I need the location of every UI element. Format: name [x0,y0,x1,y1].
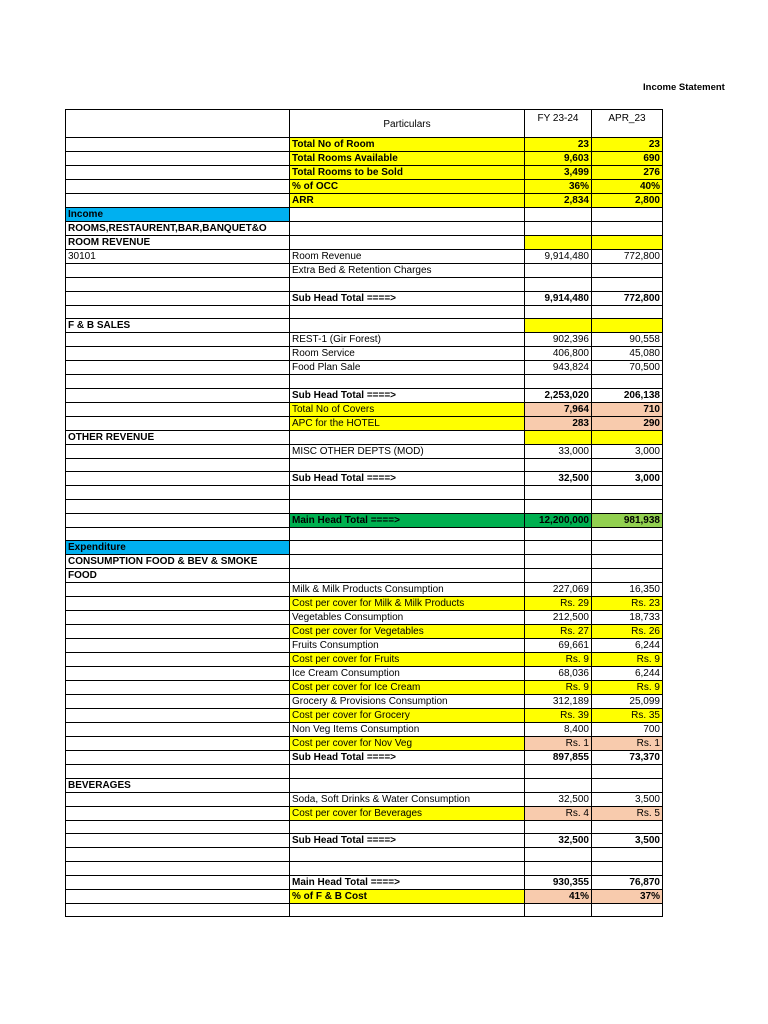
cell-fy-23-24[interactable]: 9,914,480 [525,250,592,264]
cell-fy-23-24[interactable] [525,541,592,555]
sheet-title: Income Statement [643,82,725,93]
cell-apr-23[interactable] [592,903,663,917]
cell-apr-23[interactable]: 90,558 [592,333,663,347]
cell-apr-23[interactable]: 700 [592,723,663,737]
cell-fy-23-24[interactable]: Rs. 39 [525,709,592,723]
table-row [66,611,663,625]
cell-fy-23-24[interactable] [525,555,592,569]
cell-particulars[interactable]: Cost per cover for Vegetables [290,625,525,639]
cell-account[interactable] [66,305,290,319]
cell-particulars[interactable] [290,778,525,792]
table-row [66,751,663,765]
table-row [66,597,663,611]
cell-apr-23[interactable] [592,319,663,333]
cell-apr-23[interactable] [592,236,663,250]
cell-account[interactable]: CONSUMPTION FOOD & BEV & SMOKE [66,555,290,569]
cell-apr-23[interactable]: 206,138 [592,388,663,402]
cell-particulars[interactable] [290,861,525,875]
cell-fy-23-24[interactable] [525,778,592,792]
cell-particulars[interactable]: Cost per cover for Grocery [290,709,525,723]
cell-account[interactable]: FOOD [66,569,290,583]
cell-fy-23-24[interactable]: 9,914,480 [525,291,592,305]
cell-apr-23[interactable] [592,555,663,569]
cell-account[interactable] [66,848,290,862]
table-row [66,264,663,278]
table-row [66,695,663,709]
table-row [66,875,663,889]
cell-account[interactable] [66,737,290,751]
cell-apr-23[interactable]: 772,800 [592,291,663,305]
cell-particulars[interactable]: REST-1 (Gir Forest) [290,333,525,347]
cell-account[interactable] [66,138,290,152]
table-row [66,305,663,319]
cell-particulars[interactable] [290,541,525,555]
cell-account[interactable] [66,388,290,402]
table-row [66,236,663,250]
cell-account[interactable] [66,889,290,903]
cell-fy-23-24[interactable]: 943,824 [525,361,592,375]
cell-account[interactable]: ROOM REVENUE [66,236,290,250]
cell-fy-23-24[interactable]: 23 [525,138,592,152]
cell-fy-23-24[interactable]: 2,834 [525,194,592,208]
cell-apr-23[interactable]: 690 [592,152,663,166]
cell-apr-23[interactable] [592,778,663,792]
cell-fy-23-24[interactable]: 3,499 [525,166,592,180]
cell-apr-23[interactable]: 3,500 [592,834,663,848]
cell-account[interactable] [66,639,290,653]
cell-apr-23[interactable]: Rs. 9 [592,681,663,695]
cell-particulars[interactable]: Main Head Total ====> [290,875,525,889]
table-row [66,152,663,166]
table-row [66,667,663,681]
cell-particulars[interactable] [290,208,525,222]
cell-particulars[interactable] [290,848,525,862]
cell-fy-23-24[interactable]: 902,396 [525,333,592,347]
table-row [66,444,663,458]
cell-account[interactable] [66,347,290,361]
cell-account[interactable]: ROOMS,RESTAURENT,BAR,BANQUET&O [66,222,290,236]
header-particulars[interactable]: Particulars [290,110,525,138]
cell-apr-23[interactable] [592,820,663,834]
table-row [66,180,663,194]
cell-fy-23-24[interactable] [525,375,592,389]
cell-account[interactable] [66,402,290,416]
cell-account[interactable] [66,527,290,541]
cell-particulars[interactable] [290,222,525,236]
cell-fy-23-24[interactable]: 930,355 [525,875,592,889]
header-blank-cell[interactable] [66,110,290,138]
cell-account[interactable] [66,152,290,166]
table-row [66,527,663,541]
cell-particulars[interactable]: Vegetables Consumption [290,611,525,625]
cell-fy-23-24[interactable] [525,861,592,875]
cell-apr-23[interactable] [592,499,663,513]
cell-apr-23[interactable]: 45,080 [592,347,663,361]
cell-particulars[interactable] [290,305,525,319]
table-row [66,792,663,806]
cell-apr-23[interactable]: 981,938 [592,513,663,527]
cell-particulars[interactable]: Room Service [290,347,525,361]
cell-fy-23-24[interactable]: Rs. 9 [525,653,592,667]
cell-particulars[interactable] [290,430,525,444]
table-row [66,278,663,292]
cell-fy-23-24[interactable]: 212,500 [525,611,592,625]
table-row [66,208,663,222]
cell-fy-23-24[interactable]: 69,661 [525,639,592,653]
cell-account[interactable] [66,667,290,681]
cell-apr-23[interactable]: 25,099 [592,695,663,709]
table-row [66,583,663,597]
cell-particulars[interactable]: Ice Cream Consumption [290,667,525,681]
cell-account[interactable] [66,875,290,889]
cell-fy-23-24[interactable]: 8,400 [525,723,592,737]
cell-apr-23[interactable]: 70,500 [592,361,663,375]
table-row [66,555,663,569]
cell-particulars[interactable]: Total Rooms to be Sold [290,166,525,180]
cell-particulars[interactable]: Total No of Covers [290,402,525,416]
table-row [66,402,663,416]
cell-apr-23[interactable] [592,861,663,875]
cell-fy-23-24[interactable]: 12,200,000 [525,513,592,527]
cell-fy-23-24[interactable] [525,305,592,319]
cell-fy-23-24[interactable]: 897,855 [525,751,592,765]
cell-particulars[interactable]: Sub Head Total ====> [290,834,525,848]
cell-fy-23-24[interactable]: 32,500 [525,834,592,848]
cell-fy-23-24[interactable]: 7,964 [525,402,592,416]
cell-apr-23[interactable] [592,278,663,292]
cell-particulars[interactable]: Sub Head Total ====> [290,291,525,305]
cell-fy-23-24[interactable] [525,458,592,472]
cell-account[interactable] [66,681,290,695]
table-row [66,194,663,208]
cell-fy-23-24[interactable] [525,820,592,834]
cell-account[interactable] [66,166,290,180]
cell-fy-23-24[interactable]: 9,603 [525,152,592,166]
cell-particulars[interactable]: Main Head Total ====> [290,513,525,527]
cell-apr-23[interactable] [592,569,663,583]
table-row [66,848,663,862]
header-fy-23-24[interactable]: FY 23-24 [525,110,592,138]
cell-apr-23[interactable]: 40% [592,180,663,194]
table-row [66,430,663,444]
cell-particulars[interactable]: MISC OTHER DEPTS (MOD) [290,444,525,458]
cell-account[interactable] [66,861,290,875]
cell-account[interactable] [66,375,290,389]
cell-particulars[interactable] [290,319,525,333]
cell-apr-23[interactable]: 3,000 [592,472,663,486]
cell-account[interactable] [66,653,290,667]
cell-particulars[interactable]: % of OCC [290,180,525,194]
cell-account[interactable] [66,444,290,458]
cell-particulars[interactable]: Food Plan Sale [290,361,525,375]
cell-account[interactable] [66,486,290,500]
cell-particulars[interactable] [290,236,525,250]
cell-fy-23-24[interactable]: 32,500 [525,792,592,806]
cell-fy-23-24[interactable]: 312,189 [525,695,592,709]
cell-fy-23-24[interactable] [525,430,592,444]
table-row [66,513,663,527]
cell-fy-23-24[interactable]: 406,800 [525,347,592,361]
cell-apr-23[interactable]: 18,733 [592,611,663,625]
cell-fy-23-24[interactable] [525,236,592,250]
cell-apr-23[interactable]: Rs. 35 [592,709,663,723]
table-row [66,541,663,555]
cell-apr-23[interactable]: 290 [592,416,663,430]
cell-apr-23[interactable] [592,375,663,389]
table-row [66,903,663,917]
cell-particulars[interactable]: Total Rooms Available [290,152,525,166]
cell-particulars[interactable]: Fruits Consumption [290,639,525,653]
cell-account[interactable] [66,180,290,194]
cell-particulars[interactable]: Grocery & Provisions Consumption [290,695,525,709]
cell-particulars[interactable] [290,555,525,569]
cell-account[interactable] [66,806,290,820]
cell-account[interactable] [66,499,290,513]
cell-account[interactable] [66,723,290,737]
cell-particulars[interactable]: Total No of Room [290,138,525,152]
cell-fy-23-24[interactable] [525,486,592,500]
cell-fy-23-24[interactable] [525,765,592,779]
cell-apr-23[interactable]: Rs. 5 [592,806,663,820]
cell-account[interactable] [66,751,290,765]
cell-particulars[interactable]: Sub Head Total ====> [290,751,525,765]
cell-account[interactable] [66,903,290,917]
cell-account[interactable] [66,765,290,779]
cell-fy-23-24[interactable] [525,208,592,222]
table-row [66,737,663,751]
table-row [66,388,663,402]
cell-account[interactable] [66,333,290,347]
table-row [66,709,663,723]
cell-particulars[interactable]: Cost per cover for Ice Cream [290,681,525,695]
cell-apr-23[interactable] [592,208,663,222]
cell-apr-23[interactable]: 6,244 [592,639,663,653]
cell-fy-23-24[interactable]: Rs. 29 [525,597,592,611]
cell-particulars[interactable]: Room Revenue [290,250,525,264]
cell-apr-23[interactable]: 3,500 [592,792,663,806]
cell-account[interactable] [66,625,290,639]
cell-account[interactable] [66,264,290,278]
header-apr-23[interactable]: APR_23 [592,110,663,138]
table-row [66,486,663,500]
cell-particulars[interactable]: Sub Head Total ====> [290,472,525,486]
table-row [66,333,663,347]
cell-particulars[interactable] [290,278,525,292]
cell-particulars[interactable] [290,499,525,513]
cell-fy-23-24[interactable] [525,848,592,862]
cell-particulars[interactable] [290,903,525,917]
table-row [66,889,663,903]
cell-particulars[interactable]: ARR [290,194,525,208]
cell-apr-23[interactable] [592,527,663,541]
cell-apr-23[interactable]: Rs. 9 [592,653,663,667]
cell-account[interactable] [66,611,290,625]
cell-particulars[interactable] [290,486,525,500]
table-row [66,472,663,486]
table-row [66,416,663,430]
cell-apr-23[interactable]: 16,350 [592,583,663,597]
cell-fy-23-24[interactable] [525,278,592,292]
cell-particulars[interactable]: Milk & Milk Products Consumption [290,583,525,597]
cell-fy-23-24[interactable]: Rs. 1 [525,737,592,751]
cell-account[interactable] [66,583,290,597]
cell-fy-23-24[interactable]: 33,000 [525,444,592,458]
cell-apr-23[interactable]: 76,870 [592,875,663,889]
cell-fy-23-24[interactable]: Rs. 9 [525,681,592,695]
table-row [66,723,663,737]
cell-apr-23[interactable] [592,264,663,278]
cell-particulars[interactable] [290,765,525,779]
cell-fy-23-24[interactable] [525,222,592,236]
cell-particulars[interactable]: Cost per cover for Nov Veg [290,737,525,751]
cell-fy-23-24[interactable]: 32,500 [525,472,592,486]
cell-apr-23[interactable]: Rs. 26 [592,625,663,639]
cell-fy-23-24[interactable] [525,569,592,583]
cell-apr-23[interactable]: 710 [592,402,663,416]
table-row [66,778,663,792]
cell-particulars[interactable]: Non Veg Items Consumption [290,723,525,737]
table-row [66,639,663,653]
cell-fy-23-24[interactable]: 227,069 [525,583,592,597]
cell-account[interactable]: OTHER REVENUE [66,430,290,444]
table-row [66,765,663,779]
cell-fy-23-24[interactable]: 283 [525,416,592,430]
table-row [66,319,663,333]
cell-account[interactable] [66,513,290,527]
cell-apr-23[interactable] [592,765,663,779]
cell-account[interactable] [66,291,290,305]
cell-account[interactable] [66,416,290,430]
cell-account[interactable] [66,458,290,472]
cell-particulars[interactable] [290,569,525,583]
cell-account[interactable] [66,792,290,806]
cell-particulars[interactable]: APC for the HOTEL [290,416,525,430]
cell-fy-23-24[interactable] [525,264,592,278]
cell-apr-23[interactable]: 276 [592,166,663,180]
cell-particulars[interactable]: Sub Head Total ====> [290,388,525,402]
table-row [66,222,663,236]
header-row [66,110,663,138]
cell-account[interactable] [66,472,290,486]
cell-particulars[interactable]: Cost per cover for Milk & Milk Products [290,597,525,611]
cell-particulars[interactable]: % of F & B Cost [290,889,525,903]
cell-apr-23[interactable]: 3,000 [592,444,663,458]
table-row [66,806,663,820]
cell-apr-23[interactable] [592,305,663,319]
table-row [66,458,663,472]
table-row [66,820,663,834]
cell-fy-23-24[interactable]: Rs. 4 [525,806,592,820]
cell-apr-23[interactable]: Rs. 1 [592,737,663,751]
cell-apr-23[interactable]: 37% [592,889,663,903]
cell-fy-23-24[interactable]: 2,253,020 [525,388,592,402]
cell-account[interactable]: Income [66,208,290,222]
cell-apr-23[interactable] [592,848,663,862]
table-row [66,250,663,264]
cell-apr-23[interactable]: 2,800 [592,194,663,208]
cell-particulars[interactable] [290,527,525,541]
cell-account[interactable]: 30101 [66,250,290,264]
table-row [66,834,663,848]
cell-account[interactable]: F & B SALES [66,319,290,333]
income-statement-table [65,109,663,917]
cell-apr-23[interactable] [592,541,663,555]
cell-fy-23-24[interactable]: 68,036 [525,667,592,681]
cell-particulars[interactable]: Soda, Soft Drinks & Water Consumption [290,792,525,806]
table-row [66,681,663,695]
cell-apr-23[interactable] [592,222,663,236]
cell-apr-23[interactable] [592,430,663,444]
cell-apr-23[interactable]: 772,800 [592,250,663,264]
cell-fy-23-24[interactable]: 41% [525,889,592,903]
cell-apr-23[interactable]: 6,244 [592,667,663,681]
cell-fy-23-24[interactable] [525,527,592,541]
table-row [66,569,663,583]
cell-apr-23[interactable]: Rs. 23 [592,597,663,611]
cell-particulars[interactable] [290,458,525,472]
table-row [66,347,663,361]
table-row [66,361,663,375]
table-row [66,653,663,667]
cell-account[interactable] [66,194,290,208]
cell-particulars[interactable] [290,820,525,834]
cell-particulars[interactable]: Cost per cover for Fruits [290,653,525,667]
table-row [66,375,663,389]
cell-particulars[interactable]: Cost per cover for Beverages [290,806,525,820]
cell-fy-23-24[interactable] [525,499,592,513]
cell-account[interactable] [66,834,290,848]
cell-account[interactable] [66,820,290,834]
table-row [66,291,663,305]
cell-apr-23[interactable]: 73,370 [592,751,663,765]
table-row [66,499,663,513]
cell-account[interactable] [66,597,290,611]
table-row [66,861,663,875]
cell-apr-23[interactable] [592,458,663,472]
cell-apr-23[interactable] [592,486,663,500]
cell-account[interactable] [66,709,290,723]
cell-fy-23-24[interactable]: 36% [525,180,592,194]
cell-fy-23-24[interactable] [525,903,592,917]
cell-particulars[interactable]: Extra Bed & Retention Charges [290,264,525,278]
cell-account[interactable]: BEVERAGES [66,778,290,792]
cell-account[interactable]: Expenditure [66,541,290,555]
cell-fy-23-24[interactable]: Rs. 27 [525,625,592,639]
cell-particulars[interactable] [290,375,525,389]
cell-fy-23-24[interactable] [525,319,592,333]
cell-apr-23[interactable]: 23 [592,138,663,152]
table-row [66,166,663,180]
cell-account[interactable] [66,278,290,292]
cell-account[interactable] [66,361,290,375]
cell-account[interactable] [66,695,290,709]
table-row [66,138,663,152]
table-row [66,625,663,639]
